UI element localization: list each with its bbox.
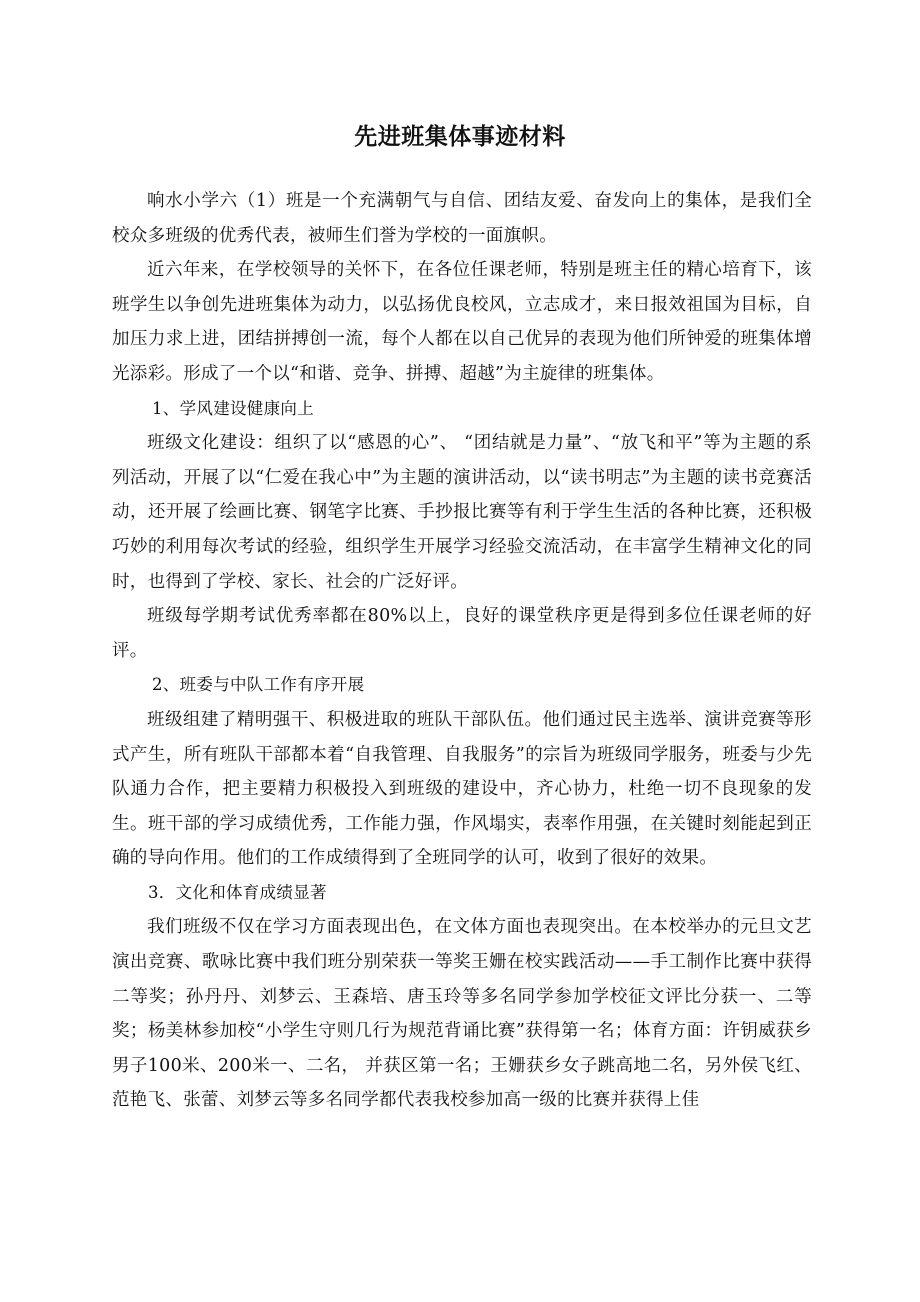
section-heading-study-style: 1、学风建设健康向上 xyxy=(152,398,314,418)
section-heading-culture-sports: 3．文化和体育成绩显著 xyxy=(148,882,327,902)
paragraph-class-cadres: 班级组建了精明强干、积极进取的班队干部队伍。他们通过民主选举、演讲竞赛等形式产生，所有班队干部都本着“自我管理、自我服务”的宗旨为班级同学服务，班委与少先队通力合作，把主要精力积极投入到班级的建设中，齐心协力，杜绝一切不良现象的发生。班干部的学习成绩优秀，工作能力强，作风塌实，表率作用强，在关键时刻能起到正确的导向作用。他们的工作成绩得到了全班同学的认可，收到了很好的效果。 xyxy=(112,709,812,869)
document-title: 先进班集体事迹材料 xyxy=(354,123,566,150)
document-body xyxy=(112,184,812,1118)
paragraph-overview: 近六年来，在学校领导的关怀下，在各位任课老师，特别是班主任的精心培育下，该班学生以争创先进班集体为动力，以弘扬优良校风，立志成才，来日报效祖国为目标，自加压力求上进，团结拼搏创一流，每个人都在以自己优异的表现为他们所钟爱的班集体增光添彩。形成了一个以“和谐、竞争、拼搏、超越”为主旋律的班集体。 xyxy=(112,260,812,384)
section-heading-class-committee: 2、班委与中队工作有序开展 xyxy=(152,675,365,695)
paragraph-achievements: 我们班级不仅在学习方面表现出色，在文体方面也表现突出。在本校举办的元旦文艺演出竞赛、歌咏比赛中我们班分别荣获一等奖王姗在校实践活动——手工制作比赛中获得二等奖；孙丹丹、刘梦云、王森培、唐玉玲等多名同学参加学校征文评比分获一、二等奖；杨美林参加校“小学生守则几行为规范背诵比赛”获得第一名；体育方面：许钥威获乡男子100米、200米一、二名， 并获区第一名；王姗获乡女子跳高地二名，另外侯飞红、范艳飞、张蕾、刘梦云等多名同学都代表我校参加高一级的比赛并获得上佳 xyxy=(112,917,812,1111)
paragraph-intro: 响水小学六（1）班是一个充满朝气与自信、团结友爱、奋发向上的集体，是我们全校众多班级的优秀代表，被师生们誉为学校的一面旗帜。 xyxy=(112,191,812,246)
paragraph-class-culture: 班级文化建设：组织了以“感恩的心”、 “团结就是力量”、“放飞和平”等为主题的系列活动，开展了以“仁爱在我心中”为主题的演讲活动，以“读书明志”为主题的读书竞赛活动，还开展了绘画比赛、钢笔字比赛、手抄报比赛等有利于学生生活的各种比赛，还积极巧妙的利用每次考试的经验，组织学生开展学习经验交流活动，在丰富学生精神文化的同时，也得到了学校、家长、社会的广泛好评。 xyxy=(112,433,812,592)
paragraph-exam-rate: 班级每学期考试优秀率都在80%以上，良好的课堂秩序更是得到多位任课老师的好评。 xyxy=(112,606,812,661)
